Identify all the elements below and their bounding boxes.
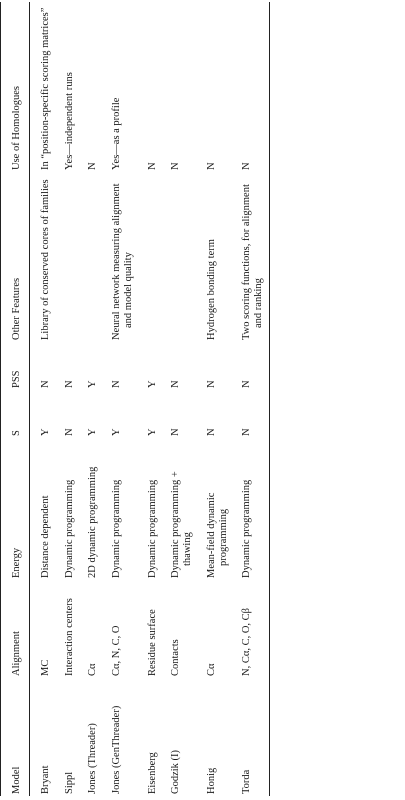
pss-text: N <box>241 380 253 388</box>
model-text: Bryant <box>39 765 51 794</box>
homologues-text: N <box>146 162 158 170</box>
s-text: N <box>63 428 75 436</box>
homologues-text: Yes—as a profile <box>111 97 122 170</box>
table-header <box>1 2 30 796</box>
cell-model <box>101 678 137 796</box>
table-row <box>231 2 269 796</box>
s-text: Y <box>39 428 51 436</box>
cell-energy <box>231 438 269 580</box>
cell-alignment <box>137 580 161 678</box>
energy-text: 2D dynamic programming <box>87 466 99 578</box>
cell-pss <box>101 342 137 390</box>
homologues-text: In “position-specific scoring matrices” <box>39 7 51 170</box>
cell-s <box>231 390 269 438</box>
cell-model <box>196 678 232 796</box>
pss-text: N <box>39 380 51 388</box>
cell-s <box>160 390 196 438</box>
cell-other-features <box>196 172 232 342</box>
cell-energy <box>54 438 78 580</box>
cell-use-of-homologues <box>29 2 53 172</box>
table-row <box>29 2 53 796</box>
homologues-text: N <box>87 162 99 170</box>
alignment-text: Contacts <box>170 639 182 676</box>
alignment-text: MC <box>39 659 51 676</box>
other-features-text: Hydrogen bonding term <box>205 239 217 340</box>
energy-text: Distance dependent <box>39 495 51 578</box>
energy-text: Dynamic programming <box>63 479 75 578</box>
pss-text: Y <box>146 380 158 388</box>
cell-use-of-homologues <box>231 2 269 172</box>
table-row <box>77 2 101 796</box>
cell-model <box>29 678 53 796</box>
homologues-text: N <box>205 162 217 170</box>
cell-other-features <box>101 172 137 342</box>
energy-text: Dynamic programming <box>146 479 158 578</box>
header-model: Model <box>1 678 30 796</box>
homologues-text: N <box>170 162 182 170</box>
table-row <box>101 2 137 796</box>
cell-pss <box>29 342 53 390</box>
cell-s <box>77 390 101 438</box>
alignment-text: Cα <box>87 663 99 676</box>
table-row <box>137 2 161 796</box>
s-text: N <box>241 428 253 436</box>
model-text: Jones (Threader) <box>87 723 99 794</box>
energy-text: Dynamic programming <box>241 479 253 578</box>
other-features-text: Neural network measuring alignment and model quality <box>111 183 134 340</box>
cell-other-features <box>137 172 161 342</box>
cell-use-of-homologues <box>160 2 196 172</box>
pss-text: N <box>111 380 122 388</box>
cell-other-features <box>231 172 269 342</box>
cell-other-features <box>160 172 196 342</box>
header-energy: Energy <box>1 438 30 580</box>
model-text: Godzik (I) <box>170 749 182 794</box>
energy-text: Mean-field dynamic programming <box>205 492 229 578</box>
alignment-text: Cα <box>205 663 217 676</box>
cell-s <box>29 390 53 438</box>
cell-pss <box>77 342 101 390</box>
s-text: N <box>170 428 182 436</box>
cell-pss <box>160 342 196 390</box>
other-features-text: Two scoring functions, for alignment and ranking <box>241 184 264 340</box>
cell-alignment <box>29 580 53 678</box>
cell-model <box>231 678 269 796</box>
threading-methods-table <box>0 2 270 796</box>
model-text: Jones (GenThreader) <box>111 705 122 794</box>
table-body <box>29 2 269 796</box>
cell-energy <box>137 438 161 580</box>
cell-pss <box>231 342 269 390</box>
cell-model <box>54 678 78 796</box>
s-text: N <box>205 428 217 436</box>
header-s: S <box>1 390 30 438</box>
pss-text: N <box>170 380 182 388</box>
cell-energy <box>196 438 232 580</box>
cell-use-of-homologues <box>196 2 232 172</box>
energy-text: Dynamic programming <box>111 479 122 578</box>
header-row <box>1 2 30 796</box>
s-text: Y <box>111 428 122 436</box>
cell-other-features <box>29 172 53 342</box>
alignment-text: Cα, N, C, O <box>111 625 122 676</box>
table-row <box>54 2 78 796</box>
header-pss: PSS <box>1 342 30 390</box>
cell-alignment <box>231 580 269 678</box>
header-alignment: Alignment <box>1 580 30 678</box>
cell-alignment <box>196 580 232 678</box>
cell-other-features <box>54 172 78 342</box>
model-text: Honig <box>205 767 217 794</box>
cell-model <box>137 678 161 796</box>
alignment-text: Interaction centers <box>63 598 75 676</box>
table-row <box>160 2 196 796</box>
cell-s <box>101 390 137 438</box>
cell-pss <box>196 342 232 390</box>
cell-alignment <box>101 580 137 678</box>
model-text: Sippl <box>63 771 75 794</box>
model-text: Torda <box>241 769 253 794</box>
cell-alignment <box>160 580 196 678</box>
cell-use-of-homologues <box>101 2 137 172</box>
s-text: Y <box>146 428 158 436</box>
cell-model <box>160 678 196 796</box>
homologues-text: N <box>241 162 253 170</box>
alignment-text: N, Cα, C, O, Cβ <box>241 607 253 676</box>
cell-use-of-homologues <box>137 2 161 172</box>
energy-text: Dynamic programming + thawing <box>170 471 193 578</box>
cell-other-features <box>77 172 101 342</box>
cell-pss <box>137 342 161 390</box>
pss-text: N <box>205 380 217 388</box>
model-text: Eisenberg <box>146 752 158 794</box>
cell-use-of-homologues <box>77 2 101 172</box>
s-text: Y <box>87 428 99 436</box>
cell-model <box>77 678 101 796</box>
cell-s <box>137 390 161 438</box>
cell-s <box>54 390 78 438</box>
homologues-text: Yes—independent runs <box>63 72 75 170</box>
alignment-text: Residue surface <box>146 609 158 676</box>
cell-energy <box>101 438 137 580</box>
header-use-of-homologues: Use of Homologues <box>1 2 30 172</box>
cell-energy <box>160 438 196 580</box>
cell-alignment <box>54 580 78 678</box>
cell-use-of-homologues <box>54 2 78 172</box>
cell-s <box>196 390 232 438</box>
cell-alignment <box>77 580 101 678</box>
header-other-features: Other Features <box>1 172 30 342</box>
pss-text: N <box>63 380 75 388</box>
cell-pss <box>54 342 78 390</box>
cell-energy <box>29 438 53 580</box>
table-row <box>196 2 232 796</box>
cell-energy <box>77 438 101 580</box>
pss-text: Y <box>87 380 99 388</box>
other-features-text: Library of conserved cores of families <box>39 179 51 340</box>
